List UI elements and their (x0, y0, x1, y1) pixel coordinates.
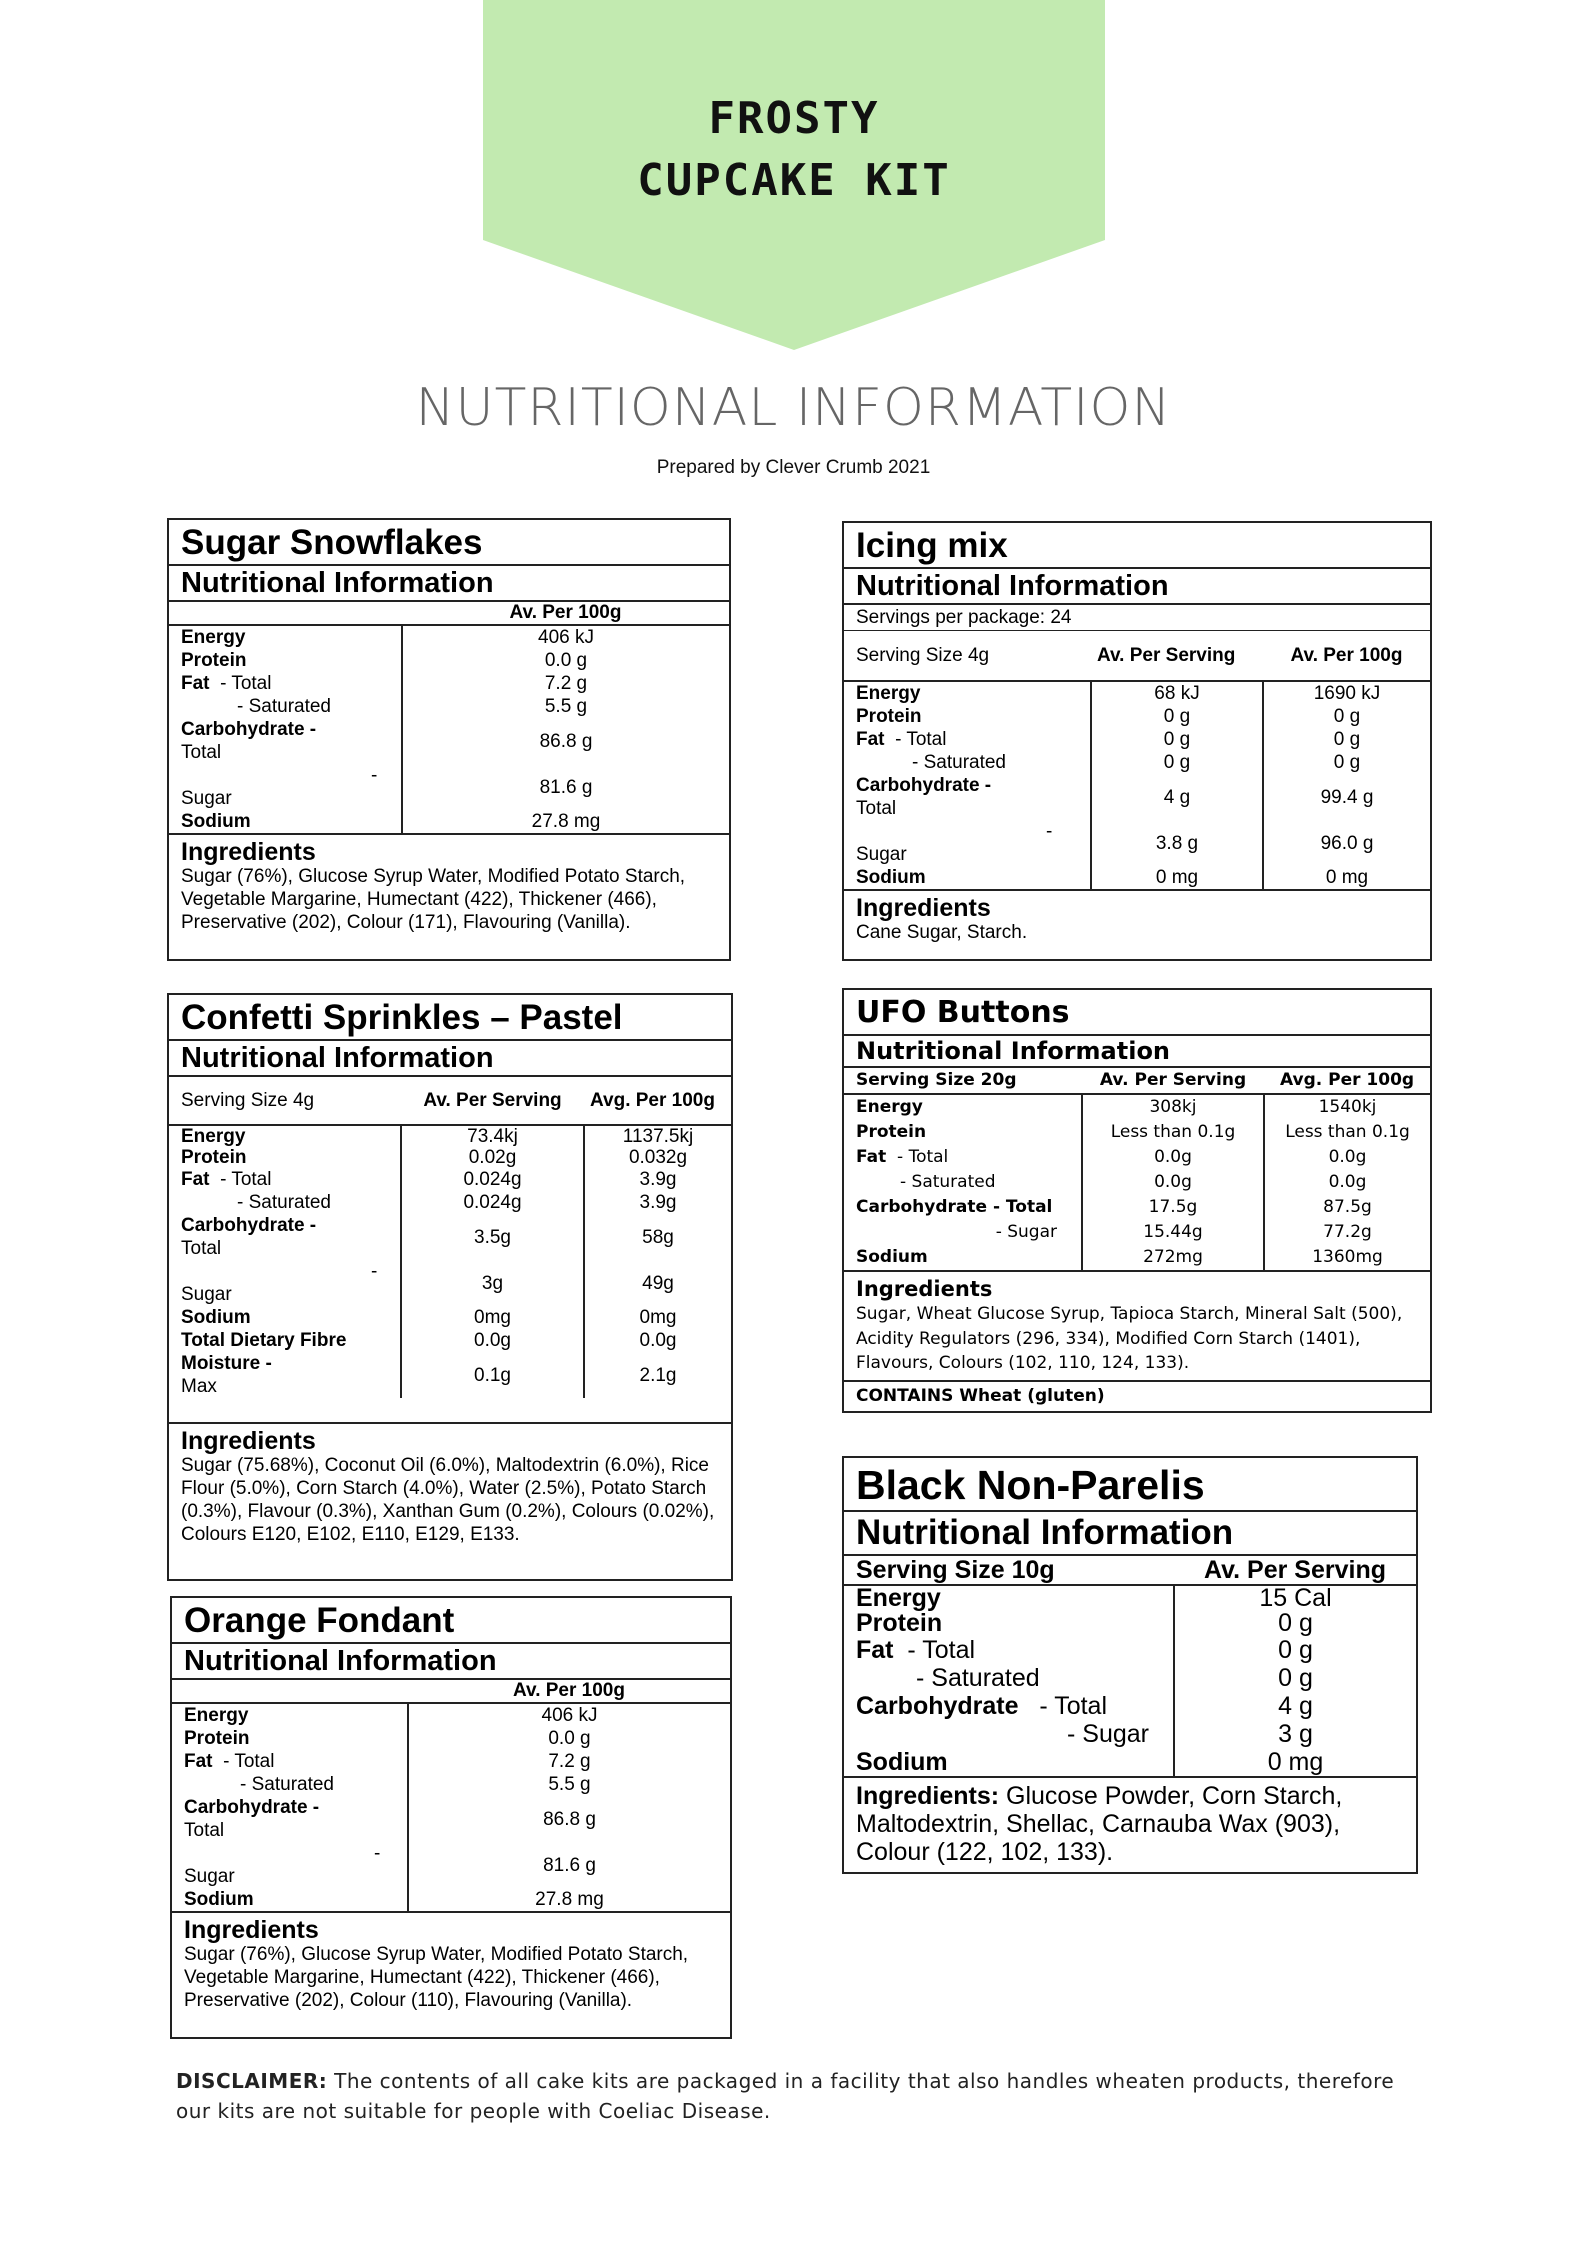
nutrition-table: Serving Size 4g Av. Per Serving Av. Per 100g Energy 68 kJ 1690 kJ Protein 0 g 0 g Fat - Total 0 g 0 g - Saturated 0 g 0 g Carbohydrate - Total 4 g 99.4 g - Sugar 3.8 g 96.0 g Sodium 0 mg 0 mg (844, 631, 1430, 889)
kit-title-line2: CUPCAKE KIT (637, 155, 951, 206)
table-row: Energy 406 kJ (169, 625, 729, 649)
header-banner (483, 0, 1105, 350)
table-row: Energy 15 Cal (844, 1585, 1416, 1611)
panel-subtitle: Nutritional Information (844, 1036, 1430, 1068)
table-row: Sodium 0 mg (844, 1748, 1416, 1776)
ingredients-section: Ingredients Sugar (75.68%), Coconut Oil (6.0%), Maltodextrin (6.0%), Rice Flour (5.0%), Corn Starch (4.0%), Water (2.5%), Potato Starch (0.3%), Flavour (0.3%), Xanthan Gum (0.2%), Colours (0.02%), Colours E120, E102, E110, E129, E133. (169, 1422, 731, 1550)
panel-subtitle: Nutritional Information (169, 566, 729, 602)
table-row: - Saturated 5.5 g (169, 695, 729, 718)
panel-icing-mix (842, 521, 1432, 961)
table-row: - Saturated 0 g (844, 1664, 1416, 1692)
table-row: Energy 406 kJ (172, 1703, 730, 1727)
nutrition-table (169, 602, 729, 833)
nutrition-table: Serving Size 10g Av. Per Serving Energy 15 Cal Protein 0 g Fat - Total 0 g - Saturated 0 g Carbohydrate - Total 4 g - Sugar 3 g Sodium 0 mg (844, 1556, 1416, 1776)
panel-title: Orange Fondant (172, 1598, 730, 1644)
table-row: - Sugar 3.8 g 96.0 g (844, 820, 1430, 866)
panel-title: Icing mix (844, 523, 1430, 569)
table-row: Protein 0 g (844, 1611, 1416, 1636)
table-row: Total Dietary Fibre 0.0g 0.0g (169, 1329, 731, 1352)
table-row: Energy 308kj 1540kj (844, 1094, 1430, 1120)
table-row: Fat - Total 0 g (844, 1636, 1416, 1664)
servings-per-package: Servings per package: 24 (844, 605, 1430, 631)
ingredients-text: Cane Sugar, Starch. (856, 922, 1028, 943)
table-row: Energy 73.4kj 1137.5kj (169, 1125, 731, 1147)
nutrition-table: Serving Size 20g Av. Per Serving Avg. Per 100g Energy 308kj 1540kj Protein Less than 0.1g Less than 0.1g Fat - Total 0.0g 0.0g - Saturated 0.0g 0.0g Carbohydrate - Total 17.5g 87.5g - Sugar 15.44g 77.2g Sodium 272mg 1360mg (844, 1068, 1430, 1270)
disclaimer (176, 2066, 1416, 2126)
page-title: NUTRITIONAL INFORMATION (415, 378, 1172, 438)
ingredients-section: Ingredients Sugar (76%), Glucose Syrup Water, Modified Potato Starch, Vegetable Margarine, Humectant (422), Thickener (466), Preservative (202), Colour (171), Flavouring (Vanilla). (169, 833, 729, 938)
panel-title: Confetti Sprinkles – Pastel (169, 995, 731, 1041)
table-row: - Saturated 0.0g 0.0g (844, 1170, 1430, 1195)
page-subtitle: Prepared by Clever Crumb 2021 (656, 457, 931, 478)
panel-subtitle: Nutritional Information (844, 1512, 1416, 1556)
table-row: Sodium 27.8 mg (169, 810, 729, 833)
table-row: - Saturated 0 g 0 g (844, 751, 1430, 774)
panel-title: UFO Buttons (844, 990, 1430, 1036)
table-row: Sodium 272mg 1360mg (844, 1245, 1430, 1270)
table-row: Sodium 0mg 0mg (169, 1306, 731, 1329)
panel-subtitle: Nutritional Information (169, 1041, 731, 1077)
table-row: Protein 0.02g 0.032g (169, 1147, 731, 1168)
allergen-warning: CONTAINS Wheat (gluten) (844, 1380, 1430, 1410)
kit-title-line1: FROSTY (708, 93, 880, 144)
ingredients-section: Ingredients Sugar, Wheat Glucose Syrup, Tapioca Starch, Mineral Salt (500), Acidity Regulators (296, 334), Modified Corn Starch (1401), Flavours, Colours (102, 110, 124, 133). (844, 1270, 1430, 1380)
ingredients-text: Sugar (76%), Glucose Syrup Water, Modified Potato Starch, Vegetable Margarine, Humectant (422), Thickener (466), Preservative (202), Colour (110), Flavouring (Vanilla). (184, 1944, 689, 2011)
table-row: - Sugar 3 g (844, 1720, 1416, 1748)
table-row: Fat - Total 0.024g 3.9g (169, 1168, 731, 1191)
disclaimer-text: The contents of all cake kits are packaged in a facility that also handles wheaten products, therefore our kits are not suitable for people with Coeliac Disease. (176, 2069, 1395, 2123)
table-row: - Saturated 0.024g 3.9g (169, 1191, 731, 1214)
table-row: Protein 0 g 0 g (844, 705, 1430, 728)
table-row: Carbohydrate - Total 17.5g 87.5g (844, 1195, 1430, 1220)
table-row: Fat - Total 7.2 g (172, 1750, 730, 1773)
table-row: Moisture - Max 0.1g 2.1g (169, 1352, 731, 1398)
panel-sugar-snowflakes (167, 518, 731, 961)
table-row: - Sugar 81.6 g (169, 764, 729, 810)
disclaimer-label: DISCLAIMER: (176, 2069, 328, 2093)
table-row: Fat - Total 7.2 g (169, 672, 729, 695)
table-row: Carbohydrate - Total 4 g 99.4 g (844, 774, 1430, 820)
table-row: Sodium 27.8 mg (172, 1888, 730, 1911)
ingredients-text: Sugar (76%), Glucose Syrup Water, Modified Potato Starch, Vegetable Margarine, Humectant (422), Thickener (466), Preservative (202), Colour (171), Flavouring (Vanilla). (181, 866, 686, 933)
ingredients-text: Ingredients: Glucose Powder, Corn Starch, Maltodextrin, Shellac, Carnauba Wax (903), Colour (122, 102, 133). (856, 1782, 1343, 1866)
panel-title: Black Non-Parelis (844, 1458, 1416, 1512)
panel-black-nonparelis (842, 1456, 1418, 1874)
table-row: Carbohydrate - Total 86.8 g (169, 718, 729, 764)
table-row: - Sugar 81.6 g (172, 1842, 730, 1888)
ingredients-text: Sugar, Wheat Glucose Syrup, Tapioca Starch, Mineral Salt (500), Acidity Regulators (296, 334), Modified Corn Starch (1401), Flavours, Colours (102, 110, 124, 133). (856, 1304, 1403, 1373)
nutrition-table: Serving Size 4g Av. Per Serving Avg. Per 100g Energy 73.4kj 1137.5kj Protein 0.02g 0.032g Fat - Total 0.024g 3.9g - Saturated 0.024g 3.9g Carbohydrate - Total 3.5g 58g - Sugar 3g 49g Sodium 0mg 0mg Total Dietary Fibre 0.0g 0.0g Moisture - Max 0.1g 2.1g (169, 1077, 731, 1398)
table-row: Carbohydrate - Total 3.5g 58g (169, 1214, 731, 1260)
nutrition-table: Av. Per 100g Energy 406 kJ Protein 0.0 g Fat - Total 7.2 g - Saturated 5.5 g Carbohydrate - Total 86.8 g - Sugar 81.6 g Sodium 27.8 mg (172, 1680, 730, 1911)
table-row: Sodium 0 mg 0 mg (844, 866, 1430, 889)
table-row: - Saturated 5.5 g (172, 1773, 730, 1796)
panel-confetti-sprinkles (167, 993, 733, 1581)
ingredients-section: Ingredients Sugar (76%), Glucose Syrup Water, Modified Potato Starch, Vegetable Margarine, Humectant (422), Thickener (466), Preservative (202), Colour (110), Flavouring (Vanilla). (172, 1911, 730, 2016)
table-row: Protein Less than 0.1g Less than 0.1g (844, 1120, 1430, 1145)
table-row: Carbohydrate - Total 86.8 g (172, 1796, 730, 1842)
ingredients-section (844, 1776, 1416, 1870)
panel-ufo-buttons (842, 988, 1432, 1413)
panel-orange-fondant (170, 1596, 732, 2039)
table-row: - Sugar 3g 49g (169, 1260, 731, 1306)
table-row: Fat - Total 0 g 0 g (844, 728, 1430, 751)
panel-subtitle: Nutritional Information (172, 1644, 730, 1680)
table-row: Energy 68 kJ 1690 kJ (844, 681, 1430, 705)
ingredients-section: Ingredients Cane Sugar, Starch. (844, 889, 1430, 948)
panel-title: Sugar Snowflakes (169, 520, 729, 566)
panel-subtitle: Nutritional Information (844, 569, 1430, 605)
col-header-100g: Av. Per 100g (402, 602, 729, 625)
table-row: - Sugar 15.44g 77.2g (844, 1220, 1430, 1245)
table-row: Protein 0.0 g (172, 1727, 730, 1750)
kit-title (483, 88, 1105, 212)
table-row: Protein 0.0 g (169, 649, 729, 672)
table-row: Carbohydrate - Total 4 g (844, 1692, 1416, 1720)
ingredients-text: Sugar (75.68%), Coconut Oil (6.0%), Maltodextrin (6.0%), Rice Flour (5.0%), Corn Starch (4.0%), Water (2.5%), Potato Starch (0.3%), Flavour (0.3%), Xanthan Gum (0.2%), Colours (0.02%), Colours E120, E102, E110, E129, E133. (181, 1455, 715, 1545)
table-row: Fat - Total 0.0g 0.0g (844, 1145, 1430, 1170)
